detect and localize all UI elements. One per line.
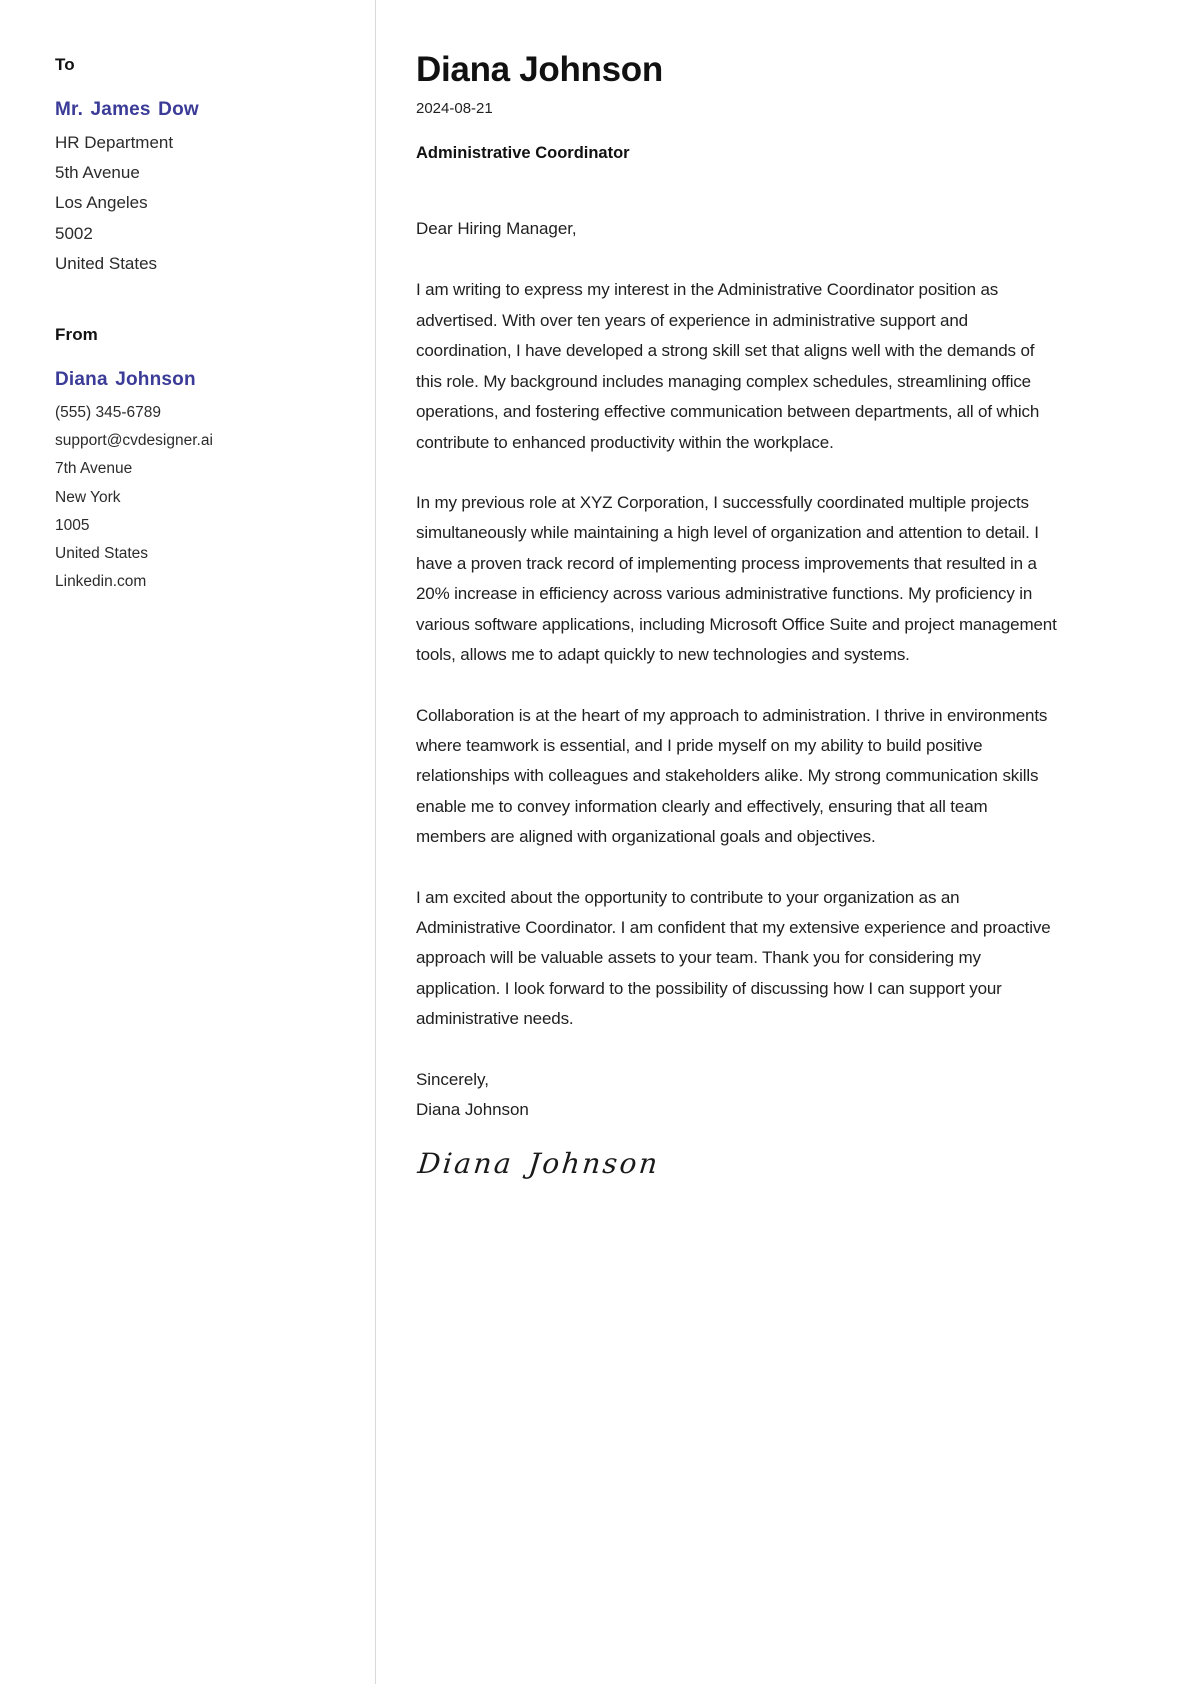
sender-name: Diana Johnson <box>55 369 196 391</box>
recipient-line: 5002 <box>55 223 93 243</box>
sender-linkedin: Linkedin.com <box>55 573 147 591</box>
letter-paragraph: In my previous role at XYZ Corporation, I successfully coordinated multiple projects simultaneously while maintaining a high level of organization and attention to detail. I have a proven track record of implementing process improvements that resulted in a 20% increase in efficiency across various administrative functions. My proficiency in various software applications, including Microsoft Office Suite and project management tools, allows me to adapt quickly to new technologies and systems. <box>416 492 1057 665</box>
letter-date: 2024-08-21 <box>416 100 493 118</box>
sender-email: support@cvdesigner.ai <box>55 432 213 450</box>
recipient-line: United States <box>55 253 158 273</box>
sender-line: United States <box>55 544 149 562</box>
letter-paragraph: I am excited about the opportunity to contribute to your organization as an Administrative Coordinator. I am confident that my extensive experience and proactive approach will be valuable assets to your team. Thank you for considering my application. I look forward to the possibility of discussing how I can support your administrative needs. <box>416 887 1051 1029</box>
letter-body <box>376 0 1200 1684</box>
closing-salutation: Sincerely, <box>416 1069 489 1089</box>
recipient-line: Los Angeles <box>55 193 148 213</box>
letter-paragraph: Collaboration is at the heart of my approach to administration. I thrive in environments where teamwork is essential, and I pride myself on my ability to build positive relationships with colleagues and stakeholders alike. My strong communication skills enable me to convey information clearly and effectively, ensuring that all team members are aligned with organizational goals and objectives. <box>416 705 1048 847</box>
letter-closing <box>416 1065 1070 1181</box>
sender-line: 1005 <box>55 516 90 534</box>
sender-line: New York <box>55 488 121 506</box>
recipient-line: HR Department <box>55 132 174 152</box>
letter-salutation: Dear Hiring Manager, <box>416 219 577 239</box>
to-heading: To <box>55 55 75 74</box>
from-heading: From <box>55 325 98 345</box>
recipient-name: Mr. James Dow <box>55 99 199 121</box>
letter-author-name: Diana Johnson <box>416 50 663 89</box>
contact-sidebar <box>0 0 376 1684</box>
handwritten-signature: Diana Johnson <box>416 1147 662 1181</box>
letter-paragraph: I am writing to express my interest in the Administrative Coordinator position as advertised. With over ten years of experience in administrative support and coordination, I have developed a strong skill set that aligns well with the demands of this role. My background includes managing complex schedules, streamlining office operations, and fostering effective communication between departments, all of which contribute to enhanced productivity within the workplace. <box>416 280 1040 452</box>
recipient-line: 5th Avenue <box>55 163 140 183</box>
closing-name: Diana Johnson <box>416 1099 529 1119</box>
recipient-block <box>55 55 345 279</box>
sender-block <box>55 325 345 596</box>
letter-job-title: Administrative Coordinator <box>416 143 630 162</box>
sender-line: 7th Avenue <box>55 460 133 478</box>
sender-phone: (555) 345-6789 <box>55 403 161 421</box>
